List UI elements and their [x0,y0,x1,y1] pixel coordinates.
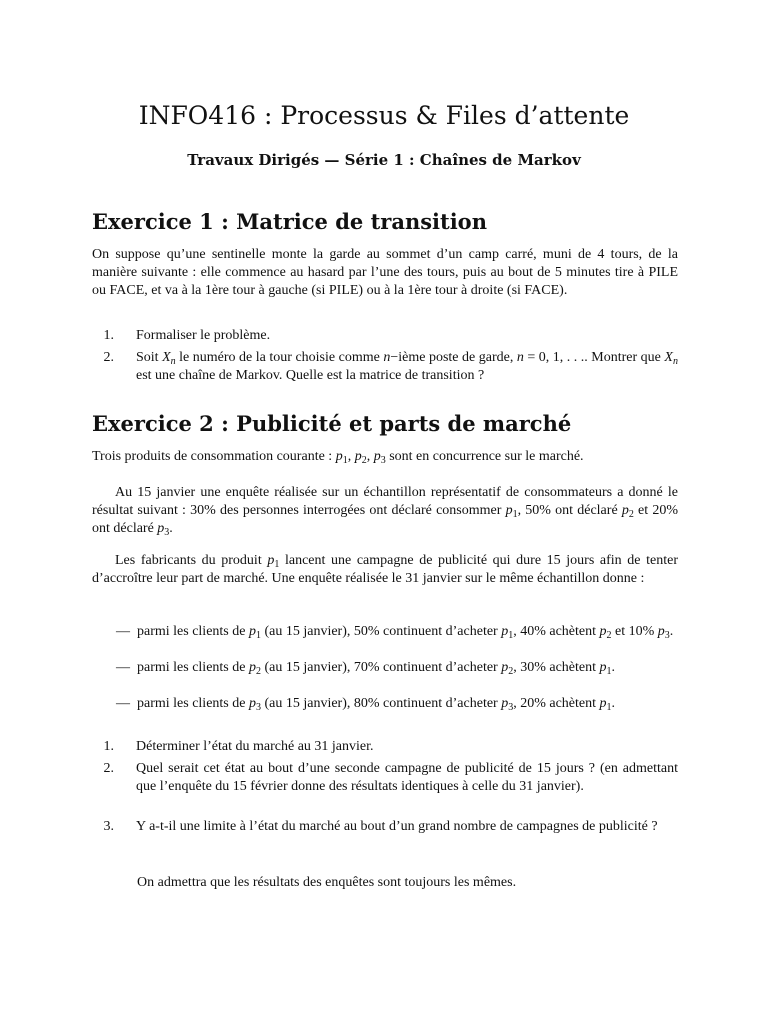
question-text: Y a-t-il une limite à l’état du marché au bout d’un grand nombre de campagnes de publicité ? [136,819,658,834]
list-number: 1. [103,739,114,754]
document-subtitle: Travaux Dirigés — Série 1 : Chaînes de Markov [187,151,581,169]
exercise-1-question-2 [103,349,678,385]
bullet-item [116,659,678,677]
exercise-1-heading: Exercice 1 : Matrice de transition [92,209,487,234]
exercise-2-paragraph-1: Trois produits de consommation courante : $p_1$, $p_2$, $p_3$ sont en concurrence sur le marché. [92,449,584,466]
list-number: 3. [103,819,114,834]
exercise-2-heading: Exercice 2 : Publicité et parts de marché [92,411,572,436]
bullet-dash: — [116,696,130,711]
list-number: 1. [103,328,114,343]
question-text: Formaliser le problème. [136,328,271,343]
question-text: Quel serait cet état au bout d’une seconde campagne de publicité de 15 jours ? (en admettant que l’enquête du 15 février donne des résultats identiques à celle du 31 janvier). [136,761,678,794]
bullet-dash: — [116,660,130,675]
document-title: INFO416 : Processus & Files d’attente [138,101,630,130]
exercise-2-paragraph-3: Les fabricants du produit $p_1$ lancent une campagne de publicité qui dure 15 jours afin de tenter d’accroître leur part de marché. Une enquête réalisée le 31 janvier sur le même échantillon donne : [92,553,678,586]
bullet-text: parmi les clients de $p_2$ (au 15 janvier), 70% continuent d’acheter $p_2$, 30% achètent $p_1$. [137,660,616,677]
bullet-item [116,623,678,641]
bullet-item [116,695,678,713]
exercise-2-paragraph-2: Au 15 janvier une enquête réalisée sur un échantillon représentatif de consommateurs a donné le résultat suivant : 30% des personnes interrogées ont déclaré consommer $p_1$, 50% ont déclaré $p_2$ et 20% ont déclaré $p_3$. [92,485,679,538]
bullet-text: parmi les clients de $p_3$ (au 15 janvier), 80% continuent d’acheter $p_3$, 20% achètent $p_1$. [137,696,616,713]
exercise-1-question-1 [103,327,678,345]
list-number: 2. [103,350,114,365]
question-text: Soit $X_n$ le numéro de la tour choisie comme n−ième poste de garde, n = 0, 1, . . .. Montrer que $X_n$ est une chaîne de Markov. Quelle est la matrice de transition ? [136,350,678,383]
list-number: 2. [103,761,114,776]
exercise-1-intro: On suppose qu’une sentinelle monte la garde au sommet d’un camp carré, muni de 4 tours, de la manière suivante : elle commence au hasard par l’une des tours, puis au bout de 5 minutes tire à PILE ou FACE, et va à la 1ère tour à gauche (si PILE) ou à la 1ère tour à droite (si FACE). [92,247,678,298]
exercise-2-note: On admettra que les résultats des enquêtes sont toujours les mêmes. [137,875,517,890]
bullet-text: parmi les clients de $p_1$ (au 15 janvier), 50% continuent d’acheter $p_1$, 40% achètent $p_2$ et 10% $p_3$. [137,624,674,641]
question-text: Déterminer l’état du marché au 31 janvier. [136,739,374,754]
exercise-2-question-1 [103,738,678,756]
exercise-2-question-2 [103,760,678,796]
exercise-2-question-3 [103,818,678,836]
bullet-dash: — [116,624,130,639]
